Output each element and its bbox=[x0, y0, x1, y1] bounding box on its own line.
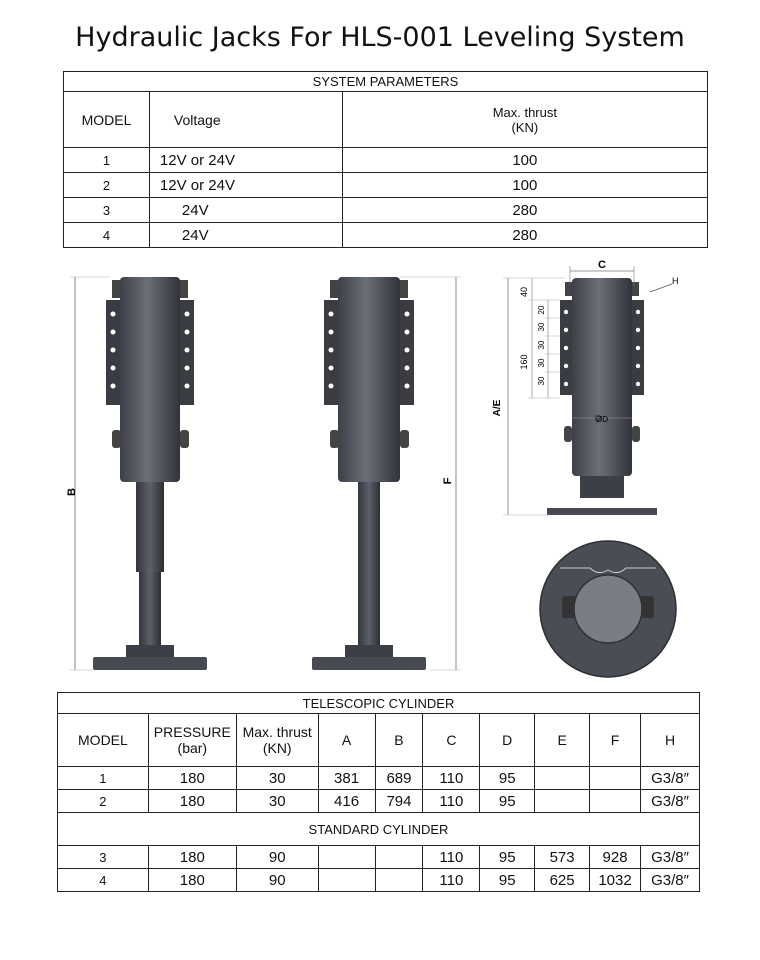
dimension-jack-drawing bbox=[503, 266, 672, 515]
table-row bbox=[58, 869, 700, 892]
standard-jack-drawing bbox=[312, 277, 461, 670]
cell-d: 95 bbox=[480, 846, 535, 869]
cell-pressure: 180 bbox=[148, 869, 236, 892]
dim-30-d: 30 bbox=[537, 376, 546, 386]
table-row bbox=[58, 767, 700, 790]
table-row bbox=[58, 790, 700, 813]
cell-thrust: 90 bbox=[236, 869, 318, 892]
cell-thrust: 280 bbox=[342, 198, 707, 223]
cell-h: G3/8″ bbox=[641, 869, 700, 892]
cell-h: G3/8″ bbox=[641, 790, 700, 813]
top-view-drawing bbox=[540, 541, 676, 677]
cell-d: 95 bbox=[480, 767, 535, 790]
telescopic-jack-drawing bbox=[70, 277, 207, 670]
cell-model: 1 bbox=[64, 148, 150, 173]
header-thrust bbox=[236, 714, 318, 767]
cell-a: 381 bbox=[318, 767, 375, 790]
header-a: A bbox=[318, 714, 375, 767]
cell-voltage: 24V bbox=[149, 198, 342, 223]
cell-e: 573 bbox=[535, 846, 590, 869]
cell-c: 110 bbox=[423, 790, 480, 813]
cell-model: 2 bbox=[64, 173, 150, 198]
dim-40: 40 bbox=[519, 286, 529, 298]
header-h: H bbox=[641, 714, 700, 767]
header-thrust-line1: Max. thrust bbox=[492, 104, 557, 120]
cell-model: 3 bbox=[58, 846, 149, 869]
cell-model: 2 bbox=[58, 790, 149, 813]
dim-label-f: F bbox=[442, 477, 454, 485]
cell-a: 416 bbox=[318, 790, 375, 813]
cell-a bbox=[318, 869, 375, 892]
cell-thrust: 100 bbox=[342, 148, 707, 173]
dim-160: 160 bbox=[519, 354, 529, 370]
cell-voltage: 24V bbox=[149, 223, 342, 248]
header-pressure-line2: (bar) bbox=[177, 740, 208, 756]
dim-30-a: 30 bbox=[537, 322, 546, 332]
cylinder-spec-table bbox=[57, 692, 700, 892]
cell-d: 95 bbox=[480, 869, 535, 892]
dim-label-b: B bbox=[66, 488, 78, 496]
system-table-caption: SYSTEM PARAMETERS bbox=[64, 72, 708, 92]
cell-model: 3 bbox=[64, 198, 150, 223]
cell-pressure: 180 bbox=[148, 790, 236, 813]
cell-c: 110 bbox=[423, 767, 480, 790]
cell-pressure: 180 bbox=[148, 846, 236, 869]
telescopic-caption: TELESCOPIC CYLINDER bbox=[58, 693, 700, 714]
cell-b: 794 bbox=[375, 790, 423, 813]
cell-b: 689 bbox=[375, 767, 423, 790]
cell-thrust: 100 bbox=[342, 173, 707, 198]
cell-pressure: 180 bbox=[148, 767, 236, 790]
cell-e bbox=[535, 767, 590, 790]
cell-f: 1032 bbox=[590, 869, 641, 892]
header-thrust-line1: Max. thrust bbox=[242, 724, 312, 740]
dim-30-b: 30 bbox=[537, 340, 546, 350]
dim-label-ae: A/E bbox=[492, 399, 503, 417]
cell-a bbox=[318, 846, 375, 869]
cell-d: 95 bbox=[480, 790, 535, 813]
header-e: E bbox=[535, 714, 590, 767]
cell-model: 4 bbox=[58, 869, 149, 892]
cell-c: 110 bbox=[423, 846, 480, 869]
header-voltage: Voltage bbox=[149, 92, 342, 148]
cell-b bbox=[375, 846, 423, 869]
header-c: C bbox=[423, 714, 480, 767]
header-model: MODEL bbox=[58, 714, 149, 767]
cell-model: 1 bbox=[58, 767, 149, 790]
cell-thrust: 30 bbox=[236, 790, 318, 813]
cell-h: G3/8″ bbox=[641, 767, 700, 790]
header-thrust-line2: (KN) bbox=[262, 740, 292, 756]
header-model: MODEL bbox=[64, 92, 150, 148]
header-thrust-line2: (KN) bbox=[511, 119, 539, 135]
cell-thrust: 30 bbox=[236, 767, 318, 790]
cell-f: 928 bbox=[590, 846, 641, 869]
cell-h: G3/8″ bbox=[641, 846, 700, 869]
cell-voltage: 12V or 24V bbox=[149, 173, 342, 198]
page-title: Hydraulic Jacks For HLS-001 Leveling System bbox=[75, 22, 685, 53]
standard-caption: STANDARD CYLINDER bbox=[58, 813, 700, 846]
cell-thrust: 90 bbox=[236, 846, 318, 869]
dim-label-d: ØD bbox=[596, 415, 608, 424]
cell-e: 625 bbox=[535, 869, 590, 892]
cell-voltage: 12V or 24V bbox=[149, 148, 342, 173]
dim-label-c: C bbox=[598, 259, 606, 271]
header-f: F bbox=[590, 714, 641, 767]
dim-label-h: H bbox=[672, 276, 679, 286]
cell-b bbox=[375, 869, 423, 892]
cell-f bbox=[590, 767, 641, 790]
dim-30-c: 30 bbox=[537, 358, 546, 368]
header-pressure bbox=[148, 714, 236, 767]
header-d: D bbox=[480, 714, 535, 767]
cell-e bbox=[535, 790, 590, 813]
table-row bbox=[58, 846, 700, 869]
cell-f bbox=[590, 790, 641, 813]
cell-c: 110 bbox=[423, 869, 480, 892]
cell-model: 4 bbox=[64, 223, 150, 248]
header-pressure-line1: PRESSURE bbox=[153, 724, 231, 740]
cell-thrust: 280 bbox=[342, 223, 707, 248]
header-b: B bbox=[375, 714, 423, 767]
dim-20: 20 bbox=[537, 305, 546, 315]
